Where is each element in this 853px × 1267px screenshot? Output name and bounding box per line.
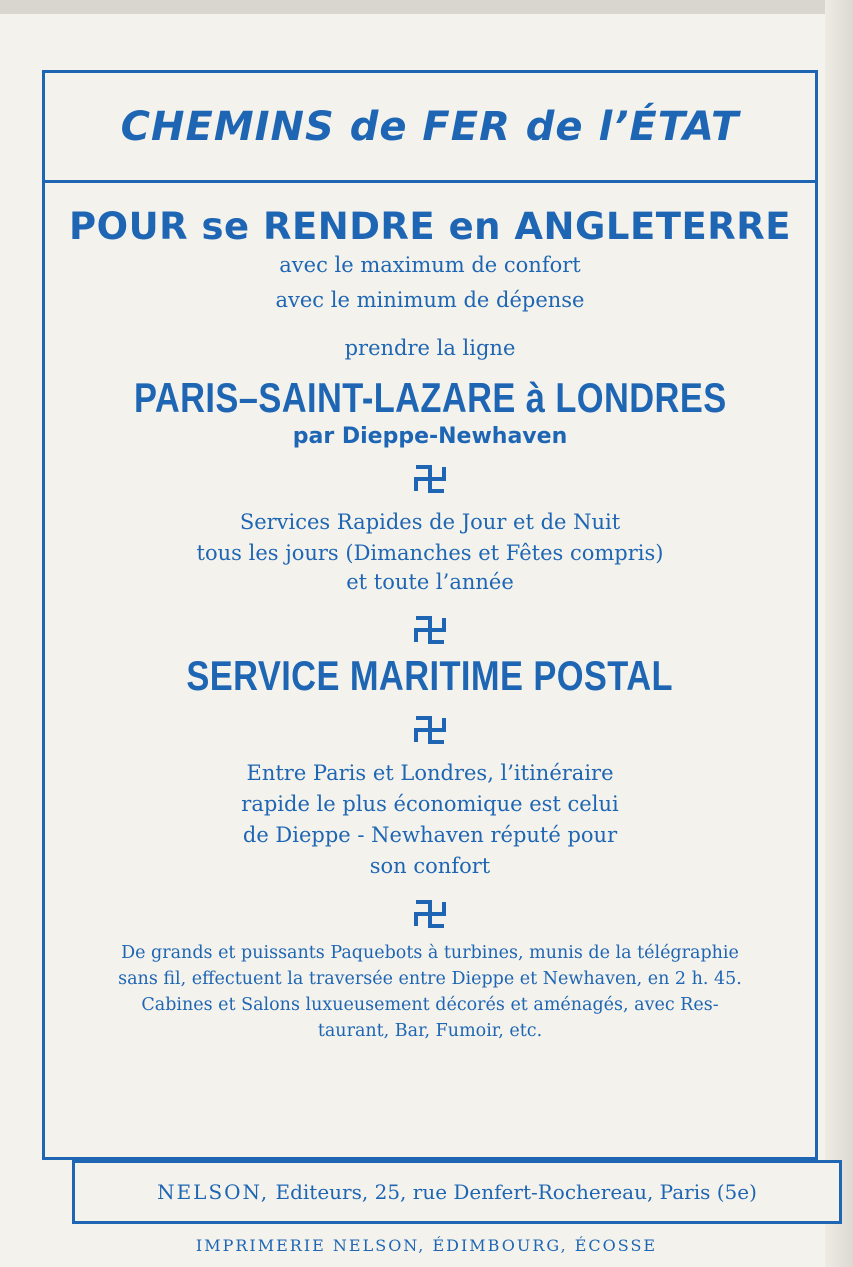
- publisher-address: Editeurs, 25, rue Denfert-Rochereau, Paris (5e): [269, 1180, 757, 1204]
- route-title: PARIS–SAINT-LAZARE à LONDRES: [133, 374, 727, 421]
- advertisement-frame: [42, 70, 818, 1160]
- services-line-2: tous les jours (Dimanches et Fêtes compris): [196, 541, 664, 565]
- ornament-icon: [414, 714, 446, 746]
- publisher-box: [72, 1160, 842, 1224]
- ornament-icon: [414, 614, 446, 646]
- take-line: prendre la ligne: [344, 336, 516, 360]
- printer-imprint: IMPRIMERIE NELSON, ÉDIMBOURG, ÉCOSSE: [195, 1236, 658, 1255]
- route-desc-line-3: de Dieppe - Newhaven réputé pour: [242, 823, 618, 847]
- headline-angleterre: POUR se RENDRE en ANGLETERRE: [69, 205, 791, 248]
- route-desc-line-2: rapide le plus économique est celui: [241, 792, 619, 816]
- maritime-title: SERVICE MARITIME POSTAL: [186, 652, 674, 699]
- route-desc-line-4: son confort: [369, 854, 491, 878]
- ornament-icon: [414, 463, 446, 495]
- steamers-line-1: De grands et puissants Paquebots à turbines, munis de la télégraphie: [121, 943, 739, 963]
- steamers-line-2: sans fil, effectuent la traversée entre Dieppe et Newhaven, en 2 h. 45.: [118, 969, 742, 989]
- steamers-line-3: Cabines et Salons luxueusement décorés et aménagés, avec Res-: [141, 995, 719, 1015]
- expense-line: avec le minimum de dépense: [275, 288, 585, 312]
- services-line-1: Services Rapides de Jour et de Nuit: [239, 510, 621, 534]
- route-desc-line-1: Entre Paris et Londres, l’itinéraire: [246, 761, 614, 785]
- route-subtitle: par Dieppe-Newhaven: [292, 424, 568, 449]
- header-title: CHEMINS de FER de l’ÉTAT: [120, 103, 740, 150]
- steamers-line-4: taurant, Bar, Fumoir, etc.: [317, 1021, 543, 1041]
- steamers-paragraph: [45, 940, 815, 1044]
- right-edge-shadow: [825, 0, 853, 1267]
- header-band: [45, 73, 815, 183]
- top-edge-shadow: [0, 0, 853, 14]
- advertisement-body: [45, 183, 815, 1044]
- comfort-line: avec le maximum de confort: [279, 253, 581, 277]
- services-line-3: et toute l’année: [346, 570, 514, 594]
- ornament-icon: [414, 898, 446, 930]
- publisher-line: [157, 1180, 757, 1204]
- publisher-name: NELSON,: [157, 1180, 270, 1204]
